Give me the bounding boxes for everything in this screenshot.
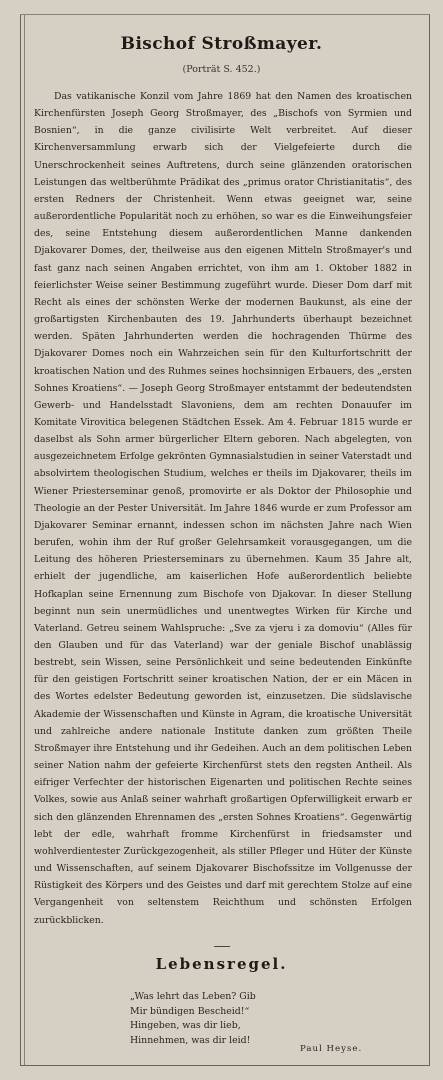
poem-line: Hinnehmen, was dir leid!: [130, 1034, 251, 1046]
article-paragraph: Das vatikanische Konzil vom Jahre 1869 hat den Namen des kroatischen Kirchenfürsten Joseph Georg Stroßmayer, des „Bischofs von Syrmien und Bosnien“, in die ganze civilisirte Welt verbreitet. Auf dieser Kirchenversammlung erwarb sich der Vielgefeierte durch die Unerschrockenheit seines Auftretens, durch seine glänzenden oratorischen Leistungen das weltberühmte Prädikat des „primus orator Christianitatis“, des ersten Redners der Christenheit. Wenn etwas geeignet war, seine außerordentliche Popularität noch zu erhöhen, so war es die Einweihungsfeier des, seine Entstehung diesem außerordentlichen Manne dankenden Djakovarer Domes, der, theilweise aus den eigenen Mitteln Stroßmayer's und fast ganz nach seinen Angaben errichtet, von ihm am 1. Oktober 1882 in feierlichster Weise seiner Bestimmung zugeführt wurde. Dieser Dom darf mit Recht als eines der schönsten Werke der modernen Baukunst, als eine der großartigsten Kirchenbauten des 19. Jahrhunderts überhaupt bezeichnet werden. Späten Jahrhunderten werden die hochragenden Thürme des Djakovarer Domes noch ein Wahrzeichen sein für den Kulturfortschritt der kroatischen Nation und des Ruhmes seines hochsinnigen Erbauers, des „ersten Sohnes Kroatiens“. — Joseph Georg Stroßmayer entstammt der bedeutendsten Gewerb- und Handelsstadt Slavoniens, dem am rechten Donauufer im Komitate Virovitica belegenen Städtchen Essek. Am 4. Februar 1815 wurde er daselbst als Sohn armer bürgerlicher Eltern geboren. Nach abgelegten, von ausgezeichnetem Erfolge gekrönten Gymnasialstudien in seiner Vaterstadt und absolvirtem theologischen Studium, welches er theils im Djakovarer, theils im Wiener Priesterseminar genoß, promovirte er als Doktor der Philosophie und Theologie an der Pester Universität. Im Jahre 1846 wurde er zum Professor am Djakovarer Seminar ernannt, indessen schon im nächsten Jahre nach Wien berufen, wohin ihm der Ruf großer Gelehrsamkeit vorausgegangen, um die Leitung des höheren Priesterseminars zu übernehmen. Kaum 35 Jahre alt, erhielt der jugendliche, am kaiserlichen Hofe außerordentlich beliebte Hofkaplan seine Ernennung zum Bischofe von Djakovar. In dieser Stellung beginnt nun sein unermüdliches und unentwegtes Wirken für Kirche und Vaterland. Getreu seinem Wahlspruche: „Sve za vjeru i za domoviu“ (Alles für den Glauben und für das Vaterland) war der geniale Bischof unablässig bestrebt, sein Wissen, seine Persönlichkeit und seine bedeutenden Einkünfte für den geistigen Fortschritt seiner kroatischen Nation, der er ein Mäcen in des Wortes edelster Bedeutung geworden ist, einzusetzen. Die südslavische Akademie der Wissenschaften und Künste in Agram, die kroatische Universität und zahlreiche andere nationale Institute danken zum größten Theile Stroßmayer ihre Entstehung und ihr Gedeihen. Auch an dem politischen Leben seiner Nation nahm der gefeierte Kirchenfürst stets den regsten Antheil. Als eifriger Verfechter der historischen Eigenarten und politischen Rechte seines Volkes, sowie aus Anlaß seiner wahrhaft großartigen Opferwilligkeit erwarb er sich den glänzenden Ehrennamen des „ersten Sohnes Kroatiens“. Gegenwärtig lebt der edle, wahrhaft fromme Kirchenfürst in friedsamster und wohlverdientester Zurückgezogenheit, als stiller Pfleger und Hüter der Künste und Wissenschaften, auf seinem Djakovarer Bischofssitze im Vollgenusse der Rüstigkeit des Körpers und des Geistes und darf mit gerechtem Stolze auf eine Vergangenheit von seltenstem Reichthum und schönsten Erfolgen zurückblicken.: [34, 91, 412, 926]
article-body: [34, 88, 412, 929]
poem-body: [130, 990, 370, 1048]
poem-author: Paul Heyse.: [300, 1044, 363, 1054]
poem-title: Lebensregel.: [155, 955, 288, 973]
poem-line: „Was lehrt das Leben? Gib: [130, 991, 256, 1002]
poem-line: Mir bündigen Bescheid!“: [130, 1005, 250, 1017]
article-title: Bischof Stroßmayer.: [120, 34, 323, 54]
poem-line: Hingeben, was dir lieb,: [130, 1020, 241, 1031]
divider-rule: [214, 946, 230, 947]
article-subtitle: (Porträt S. 452.): [182, 64, 261, 75]
page-border-inner-line: [24, 15, 27, 1065]
